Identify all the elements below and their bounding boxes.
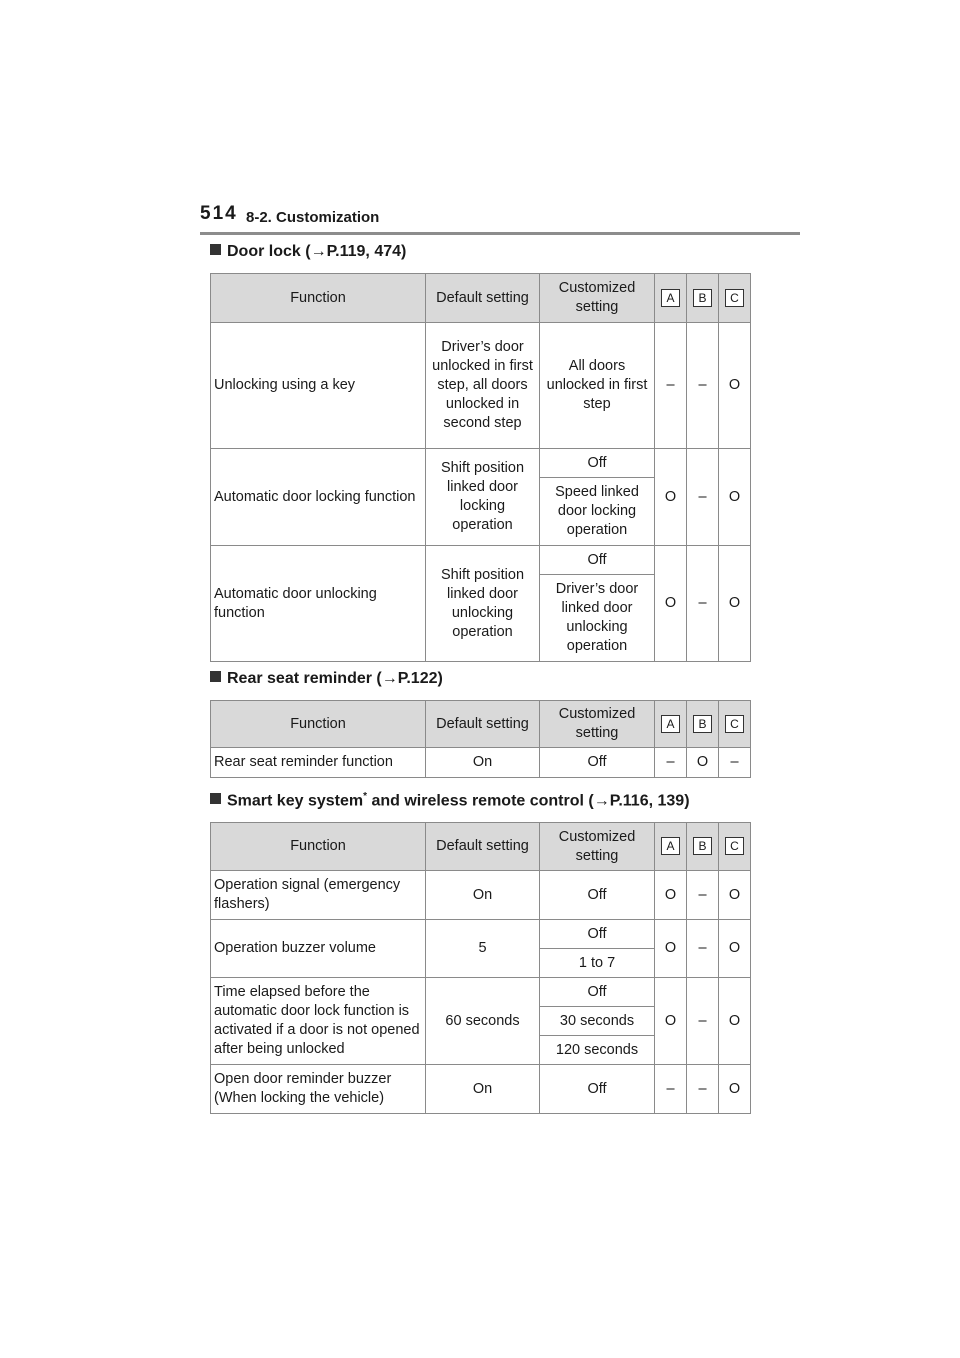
option-cell: 120 seconds xyxy=(540,1036,655,1065)
badge-c: C xyxy=(725,837,744,855)
function-cell: Rear seat reminder function xyxy=(211,748,426,778)
mark-a: O xyxy=(655,920,687,978)
badge-b: B xyxy=(693,715,712,733)
mark-b: – xyxy=(687,323,719,449)
page-number: 514 xyxy=(200,203,238,224)
option-cell: 30 seconds xyxy=(540,1007,655,1036)
badge-c: C xyxy=(725,715,744,733)
header-default: Default setting xyxy=(426,823,540,871)
badge-b: B xyxy=(693,837,712,855)
section-title-door-lock: Door lock (→P.119, 474) xyxy=(210,243,406,261)
table-row xyxy=(211,1065,751,1114)
option-cell: Speed linked door locking operation xyxy=(540,478,655,546)
option-cell: Off xyxy=(540,920,655,949)
option-cell: Off xyxy=(540,1065,655,1114)
mark-a: O xyxy=(655,546,687,662)
mark-b: – xyxy=(687,1065,719,1114)
option-cell: Off xyxy=(540,748,655,778)
header-customized: Customized setting xyxy=(540,823,655,871)
mark-a: O xyxy=(655,978,687,1065)
bullet-icon xyxy=(210,793,221,804)
badge-a: A xyxy=(661,289,680,307)
option-cell: 1 to 7 xyxy=(540,949,655,978)
mark-b: – xyxy=(687,978,719,1065)
mark-c: – xyxy=(719,748,751,778)
header-function: Function xyxy=(211,701,426,748)
header-rule xyxy=(200,232,800,235)
table-row xyxy=(211,871,751,920)
table-row xyxy=(211,449,751,478)
mark-c: O xyxy=(719,920,751,978)
function-cell: Unlocking using a key xyxy=(211,323,426,449)
arrow-icon: → xyxy=(381,670,398,687)
header-customized: Customized setting xyxy=(540,274,655,323)
smart-key-table xyxy=(210,822,751,1114)
function-cell: Operation signal (emergency flashers) xyxy=(211,871,426,920)
header-function: Function xyxy=(211,274,426,323)
mark-b: – xyxy=(687,871,719,920)
table-row xyxy=(211,748,751,778)
table-row xyxy=(211,978,751,1007)
option-cell: Off xyxy=(540,978,655,1007)
arrow-icon: → xyxy=(593,792,610,810)
header-customized: Customized setting xyxy=(540,701,655,748)
chapter-title: 8-2. Customization xyxy=(246,209,380,226)
header-default: Default setting xyxy=(426,274,540,323)
mark-c: O xyxy=(719,546,751,662)
default-cell: Driver’s door unlocked in first step, all doors unlocked in second step xyxy=(426,323,540,449)
default-cell: On xyxy=(426,748,540,778)
table-header-row xyxy=(211,274,751,323)
bullet-icon xyxy=(210,244,221,255)
table-header-row xyxy=(211,701,751,748)
mark-b: – xyxy=(687,449,719,546)
default-cell: On xyxy=(426,1065,540,1114)
mark-a: – xyxy=(655,748,687,778)
mark-a: – xyxy=(655,323,687,449)
function-cell: Open door reminder buzzer (When locking the vehicle) xyxy=(211,1065,426,1114)
function-cell: Automatic door unlocking function xyxy=(211,546,426,662)
mark-a: – xyxy=(655,1065,687,1114)
option-cell: Off xyxy=(540,871,655,920)
badge-a: A xyxy=(661,715,680,733)
option-cell: Driver’s door linked door unlocking operation xyxy=(540,575,655,662)
table-row xyxy=(211,546,751,575)
section-title-rear-seat: Rear seat reminder (→P.122) xyxy=(210,670,443,688)
mark-b: – xyxy=(687,546,719,662)
asterisk-footnote-mark: * xyxy=(363,791,367,802)
header-default: Default setting xyxy=(426,701,540,748)
mark-a: O xyxy=(655,449,687,546)
arrow-icon: → xyxy=(310,243,327,260)
mark-a: O xyxy=(655,871,687,920)
mark-c: O xyxy=(719,871,751,920)
header-function: Function xyxy=(211,823,426,871)
badge-b: B xyxy=(693,289,712,307)
table-row xyxy=(211,323,751,449)
door-lock-table xyxy=(210,273,751,662)
option-cell: Off xyxy=(540,546,655,575)
default-cell: Shift position linked door unlocking operation xyxy=(426,546,540,662)
mark-c: O xyxy=(719,323,751,449)
section-title-smart-key: Smart key system* and wireless remote control (→P.116, 139) xyxy=(210,791,690,810)
table-row xyxy=(211,920,751,949)
badge-a: A xyxy=(661,837,680,855)
default-cell: 5 xyxy=(426,920,540,978)
mark-c: O xyxy=(719,1065,751,1114)
option-cell: Off xyxy=(540,449,655,478)
function-cell: Operation buzzer volume xyxy=(211,920,426,978)
rear-seat-table xyxy=(210,700,751,778)
function-cell: Automatic door locking function xyxy=(211,449,426,546)
mark-b: O xyxy=(687,748,719,778)
default-cell: Shift position linked door locking operation xyxy=(426,449,540,546)
default-cell: On xyxy=(426,871,540,920)
mark-c: O xyxy=(719,978,751,1065)
function-cell: Time elapsed before the automatic door lock function is activated if a door is not opened after being unlocked xyxy=(211,978,426,1065)
badge-c: C xyxy=(725,289,744,307)
table-header-row xyxy=(211,823,751,871)
bullet-icon xyxy=(210,671,221,682)
default-cell: 60 seconds xyxy=(426,978,540,1065)
mark-c: O xyxy=(719,449,751,546)
mark-b: – xyxy=(687,920,719,978)
option-cell: All doors unlocked in first step xyxy=(540,323,655,449)
